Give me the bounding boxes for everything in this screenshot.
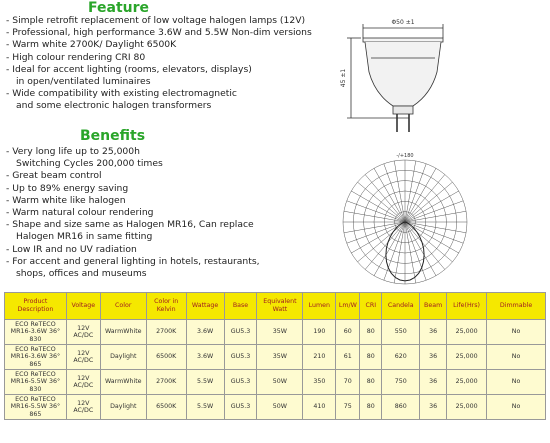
table-cell: 2700K bbox=[146, 370, 186, 395]
benefit-item: - For accent and general lighting in hotels, restaurants, bbox=[6, 255, 260, 267]
header-cell: Life(Hrs) bbox=[447, 293, 487, 320]
table-cell: 6500K bbox=[146, 345, 186, 370]
table-cell: 36 bbox=[420, 370, 447, 395]
benefit-item: - Shape and size same as Halogen MR16, Can replace bbox=[6, 219, 254, 231]
benefit-item: - Up to 89% energy saving bbox=[6, 182, 129, 194]
table-cell: No bbox=[487, 370, 546, 395]
table-cell: Daylight bbox=[100, 345, 146, 370]
table-cell: No bbox=[487, 345, 546, 370]
table-cell: ECO ReTECO MR16-5.5W 36° 865 bbox=[5, 395, 67, 420]
feature-list bbox=[6, 15, 312, 113]
table-cell: 5.5W bbox=[186, 395, 224, 420]
benefit-item: - Warm natural colour rendering bbox=[6, 207, 154, 219]
table-cell: 190 bbox=[303, 320, 336, 345]
table-cell: 12V AC/DC bbox=[66, 320, 100, 345]
table-cell: Daylight bbox=[100, 395, 146, 420]
table-cell: 61 bbox=[336, 345, 360, 370]
feature-item: - Professional, high performance 3.6W and 5.5W Non-dim versions bbox=[6, 27, 312, 39]
table-cell: 25,000 bbox=[447, 320, 487, 345]
table-cell: 750 bbox=[382, 370, 420, 395]
table-cell: 550 bbox=[382, 320, 420, 345]
benefits-heading: Benefits bbox=[80, 128, 146, 144]
table-cell: WarmWhite bbox=[100, 320, 146, 345]
table-cell: 36 bbox=[420, 345, 447, 370]
table-cell: 410 bbox=[303, 395, 336, 420]
header-cell: Base bbox=[224, 293, 257, 320]
table-cell: 50W bbox=[257, 370, 303, 395]
table-cell: 6500K bbox=[146, 395, 186, 420]
header-cell: Lumen bbox=[303, 293, 336, 320]
table-cell: 620 bbox=[382, 345, 420, 370]
table-cell: 80 bbox=[360, 320, 382, 345]
table-row bbox=[5, 370, 546, 395]
header-cell: Product Description bbox=[5, 293, 67, 320]
benefit-item: Switching Cycles 200,000 times bbox=[16, 158, 163, 170]
header-cell: Candela bbox=[382, 293, 420, 320]
benefit-item: - Low IR and no UV radiation bbox=[6, 243, 137, 255]
table-cell: 36 bbox=[420, 395, 447, 420]
header-cell: Beam bbox=[420, 293, 447, 320]
table-cell: 12V AC/DC bbox=[66, 370, 100, 395]
table-cell: 60 bbox=[336, 320, 360, 345]
feature-heading: Feature bbox=[88, 0, 149, 16]
table-cell: 80 bbox=[360, 370, 382, 395]
benefits-list bbox=[6, 146, 260, 280]
table-cell: No bbox=[487, 320, 546, 345]
table-cell: ECO ReTECO MR16-3.6W 36° 830 bbox=[5, 320, 67, 345]
table-cell: 80 bbox=[360, 345, 382, 370]
table-cell: 210 bbox=[303, 345, 336, 370]
table-cell: 2700K bbox=[146, 320, 186, 345]
polar-distribution-diagram bbox=[330, 150, 480, 288]
table-cell: 25,000 bbox=[447, 345, 487, 370]
table-header-row bbox=[5, 293, 546, 320]
table-cell: 50W bbox=[257, 395, 303, 420]
feature-item: - Warm white 2700K/ Daylight 6500K bbox=[6, 39, 177, 51]
feature-item: - Wide compatibility with existing electromagnetic bbox=[6, 88, 237, 100]
benefit-item: Halogen MR16 in same fitting bbox=[16, 231, 153, 243]
table-cell: ECO ReTECO MR16-5.5W 36° 830 bbox=[5, 370, 67, 395]
feature-item: and some electronic halogen transformers bbox=[16, 100, 212, 112]
header-cell: Dimmable bbox=[487, 293, 546, 320]
header-cell: Wattage bbox=[186, 293, 224, 320]
height-dimension-label: 45 ±1 bbox=[340, 68, 347, 88]
width-dimension-label: Φ50 ±1 bbox=[391, 19, 415, 26]
table-cell: 860 bbox=[382, 395, 420, 420]
header-cell: Voltage bbox=[66, 293, 100, 320]
table-cell: 35W bbox=[257, 345, 303, 370]
table-cell: WarmWhite bbox=[100, 370, 146, 395]
table-cell: 350 bbox=[303, 370, 336, 395]
table-cell: GU5.3 bbox=[224, 320, 257, 345]
table-cell: GU5.3 bbox=[224, 370, 257, 395]
lamp-dimension-drawing bbox=[335, 14, 465, 144]
feature-item: in open/ventilated luminaires bbox=[16, 76, 151, 88]
table-row bbox=[5, 345, 546, 370]
table-cell: 35W bbox=[257, 320, 303, 345]
table-cell: GU5.3 bbox=[224, 395, 257, 420]
table-cell: ECO ReTECO MR16-3.6W 36° 865 bbox=[5, 345, 67, 370]
table-cell: 12V AC/DC bbox=[66, 395, 100, 420]
table-cell: GU5.3 bbox=[224, 345, 257, 370]
header-cell: Color in Kelvin bbox=[146, 293, 186, 320]
header-cell: Color bbox=[100, 293, 146, 320]
table-cell: 25,000 bbox=[447, 395, 487, 420]
table-row bbox=[5, 320, 546, 345]
table-cell: No bbox=[487, 395, 546, 420]
table-cell: 36 bbox=[420, 320, 447, 345]
header-cell: CRI bbox=[360, 293, 382, 320]
header-cell: Equivalent Watt bbox=[257, 293, 303, 320]
feature-item: - High colour rendering CRI 80 bbox=[6, 51, 146, 63]
polar-top-label: -/+180 bbox=[396, 153, 414, 159]
header-cell: Lm/W bbox=[336, 293, 360, 320]
benefit-item: - Warm white like halogen bbox=[6, 194, 126, 206]
benefit-item: shops, offices and museums bbox=[16, 268, 147, 280]
feature-item: - Simple retrofit replacement of low voltage halogen lamps (12V) bbox=[6, 15, 306, 26]
table-cell: 5.5W bbox=[186, 370, 224, 395]
feature-item: - Ideal for accent lighting (rooms, elevators, displays) bbox=[6, 63, 252, 75]
product-spec-table bbox=[4, 292, 546, 420]
table-cell: 12V AC/DC bbox=[66, 345, 100, 370]
table-cell: 70 bbox=[336, 370, 360, 395]
table-cell: 80 bbox=[360, 395, 382, 420]
table-row bbox=[5, 395, 546, 420]
table-cell: 75 bbox=[336, 395, 360, 420]
table-cell: 3.6W bbox=[186, 320, 224, 345]
benefit-item: - Very long life up to 25,000h bbox=[6, 146, 140, 157]
table-cell: 3.6W bbox=[186, 345, 224, 370]
benefit-item: - Great beam control bbox=[6, 170, 102, 182]
table-cell: 25,000 bbox=[447, 370, 487, 395]
